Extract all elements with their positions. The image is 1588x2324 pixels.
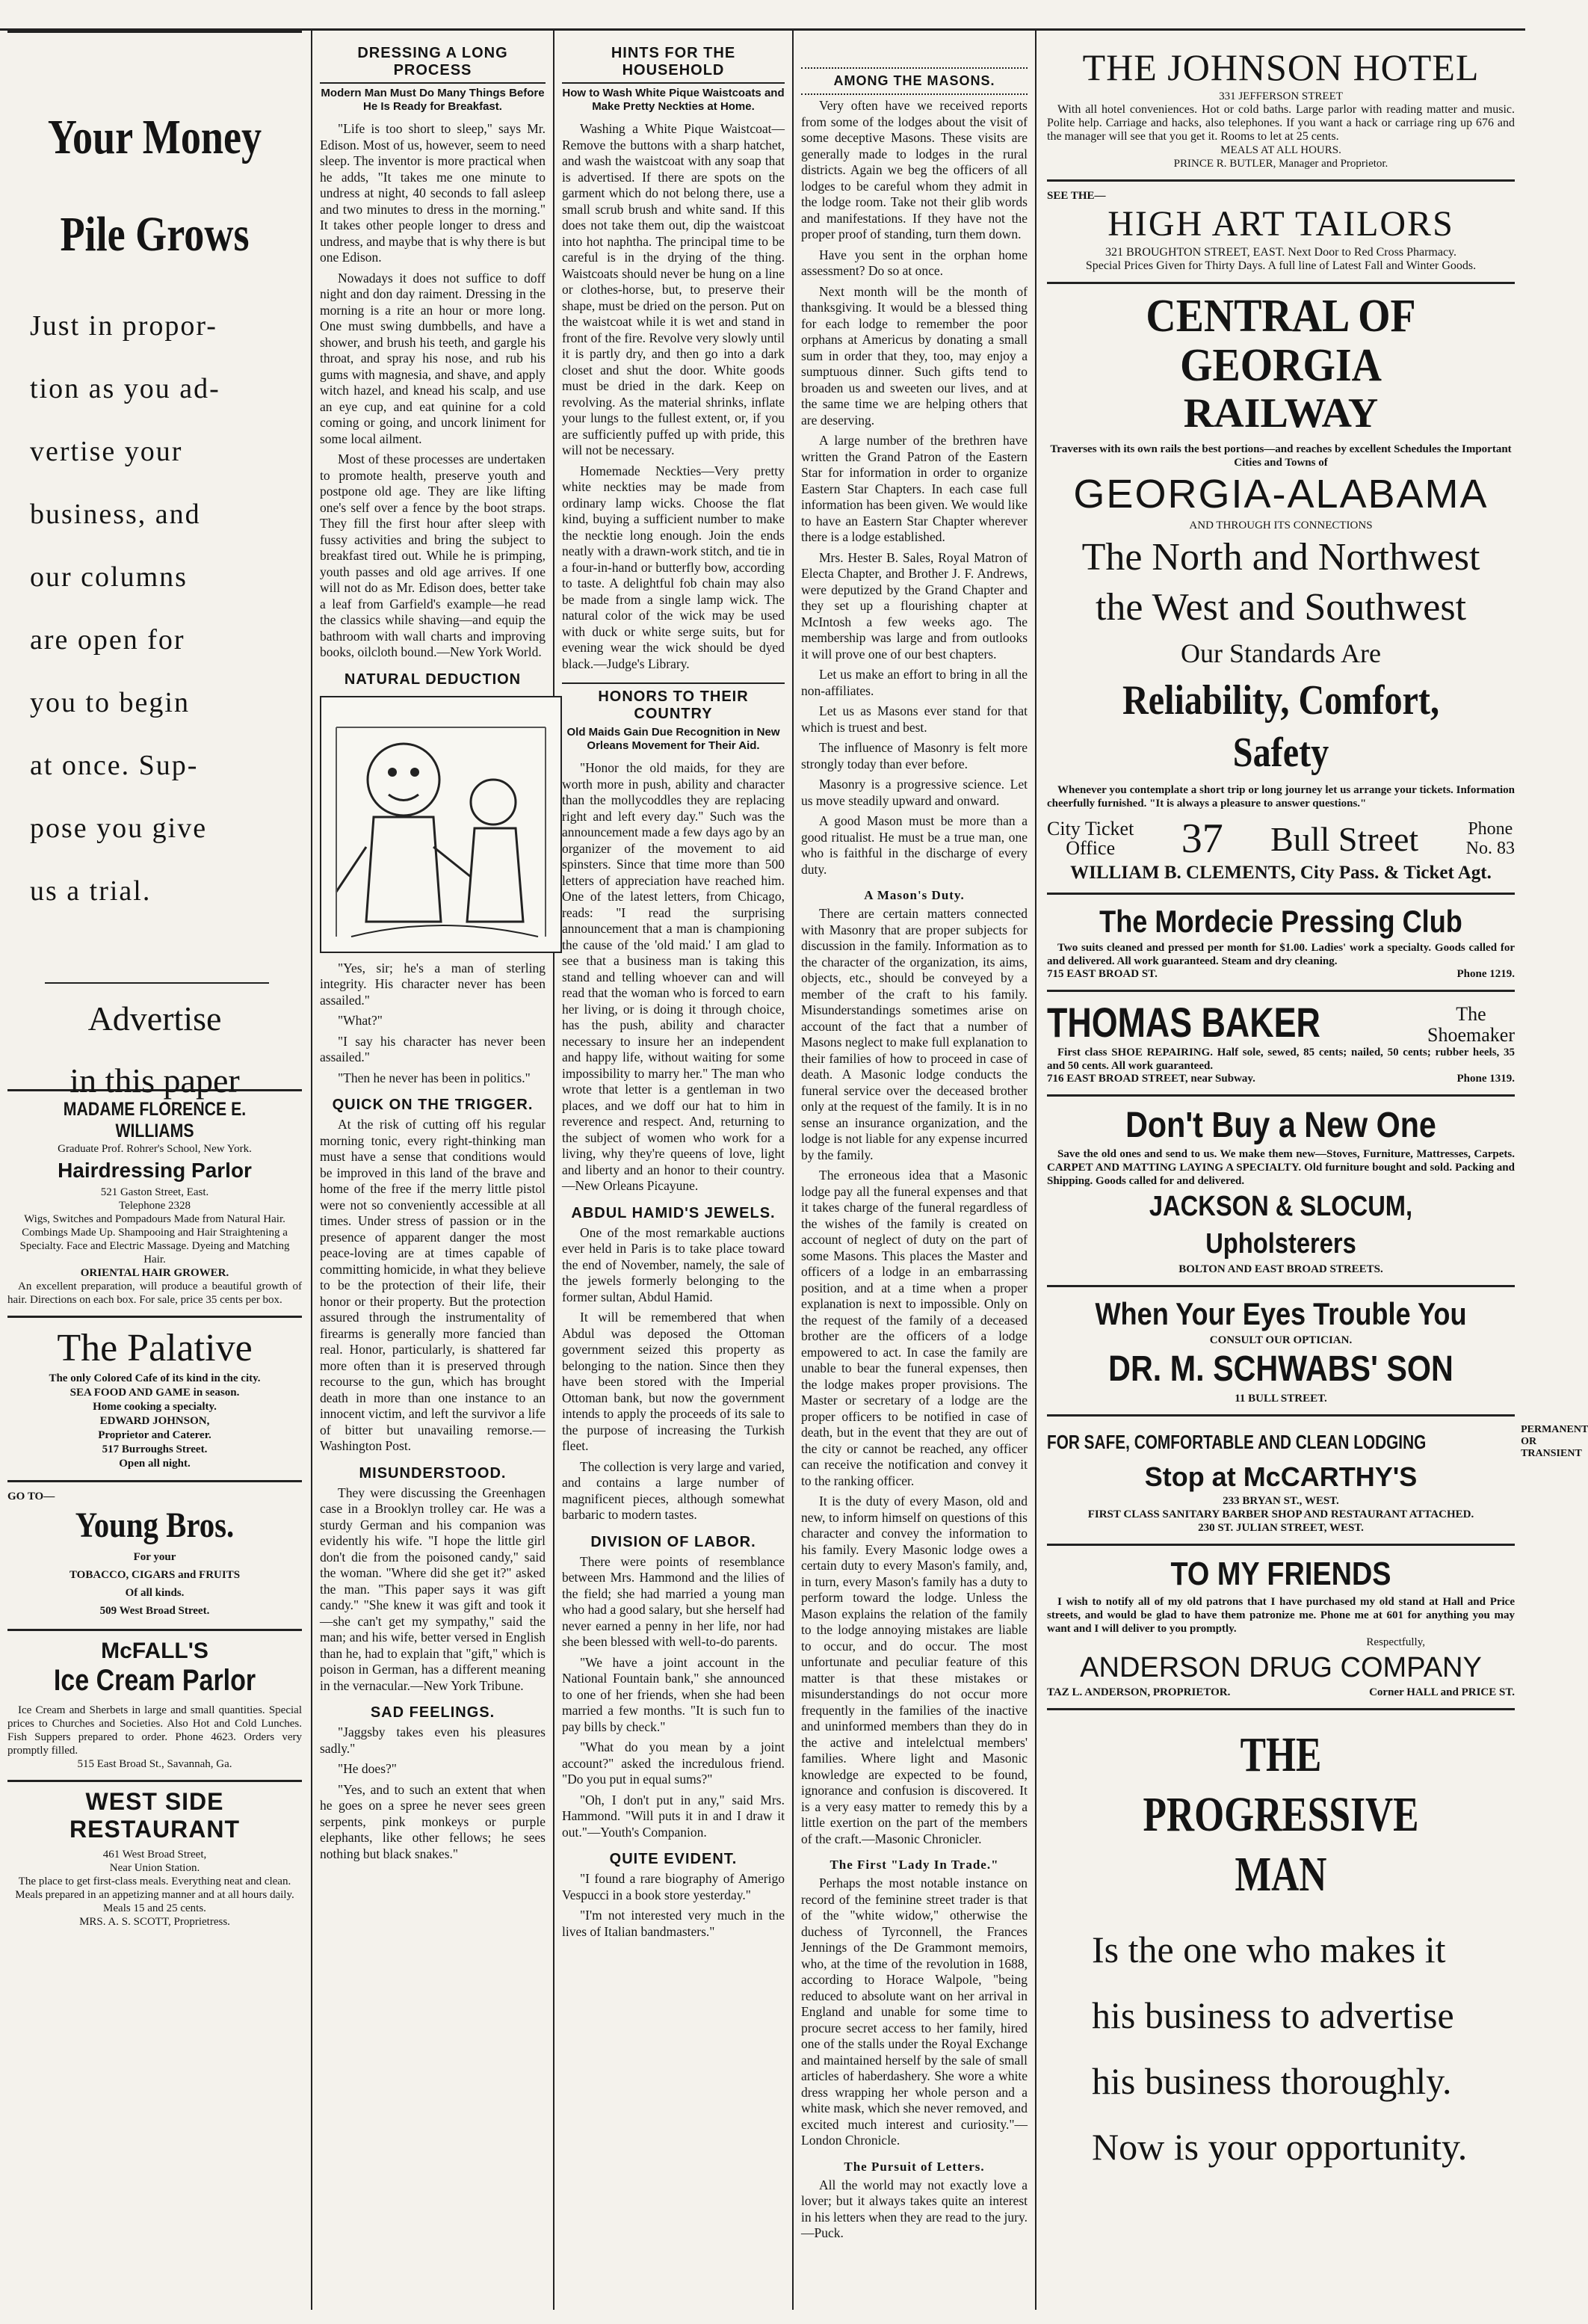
headline-division: DIVISION OF LABOR. xyxy=(590,1533,756,1550)
jackson-addr: BOLTON AND EAST BROAD STREETS. xyxy=(1178,1263,1383,1275)
promo-line: Just in propor- xyxy=(30,310,217,342)
article-paragraph: Perhaps the most notable instance on record of the feminine street trader is that of the "white widow," otherwise the duchess of Tyrconnell, the Frances Jennings of the De Grammont memoirs, who, at the time of the revolution in 1688, according to Horace Walpole, "being reduced to absolute want on her arrival in England and unable for some time to procure secret access to her family, hired one of the stalls under the Royal Exchange and maintained herself by the sale of small articles of haberdashery. She wore a white dress wrapping her whole person and a white mask, which she never removed, and excited much interest and curiosity."—London Chronicle. xyxy=(801,1875,1028,2148)
article-paragraph: The influence of Masonry is felt more strongly today than ever before. xyxy=(801,740,1028,771)
see-the: SEE THE— xyxy=(1047,190,1106,202)
article-paragraph: "I'm not interested very much in the lives of Italian bandmasters." xyxy=(562,1908,785,1939)
article-paragraph: Let us make an effort to bring in all the non-affiliates. xyxy=(801,667,1028,698)
article-evident xyxy=(562,1871,785,1940)
baker-footer xyxy=(1047,1073,1515,1085)
article-paragraph: The collection is very large and varied, and contains a large number of magnificent pieces, although somewhat barbaric to modern tastes. xyxy=(562,1458,785,1522)
central-georgia-ad xyxy=(1047,284,1515,895)
article-paragraph: "What do you mean by a joint account?" asked the incredulous friend. "Do you put in equal sums?" xyxy=(562,1739,785,1787)
mccarthy-ad xyxy=(1047,1417,1588,1546)
cg-phone xyxy=(1466,819,1515,858)
williams-sub: Graduate Prof. Rohrer's School, New York. xyxy=(58,1143,252,1155)
article-paragraph: "Yes, and to such an extent that when he goes on a spree he never sees green serpents, pink monkeys or purple elephants, like other fellows; he sees nothing but black snakes." xyxy=(320,1781,546,1861)
article-paragraph: "What?" xyxy=(338,1013,383,1028)
cg-reliability: Reliability, Comfort, Safety xyxy=(1122,677,1440,776)
dontbuy-title: Don't Buy a New One xyxy=(1125,1106,1436,1145)
article-paragraph: At the risk of cutting off his regular morning tonic, every right-thinking man must have a sense that conditions would be improved in this land of the brave and home of the free if the merry little pistol were not so conveniently accessible at all times. Under stress of passion or in the presence of apparent danger the most peace-loving are at times capable of committing homicide, in what they believe to be the protection of their life, their honor or their property. But the protection assured through the instrumentality of firearms is generally more fancied than real. Honor, particularly, is shattered far more often than it is preserved through recourse to the gun, which has brought death in more than one instance to an innocent victim, and left the survivor a life of bitter but unavailing remorse.—Washington Post. xyxy=(320,1117,546,1453)
mcfall-addr: 515 East Broad St., Savannah, Ga. xyxy=(77,1758,232,1770)
article-paragraph: They were discussing the Greenhagen case in a Brooklyn trolley car. He was a sturdy German and his companion was evidently his wife. "I hope the little girl don't die from the poisoned candy," said the woman. "Where did she get it?" asked the man. "This paper says it was gift candy." "She knew it was gift and took it—she can't get my sympathy," said the man; and his wife, better versed in English than he, had to explain that "gift," which is poison in German, has a different meaning in the vernacular.—New York Tribune. xyxy=(320,1485,546,1693)
advertise-promo xyxy=(7,30,302,1100)
article-paragraph: A large number of the brethren have written the Grand Patron of the Eastern Star for information in order to organize Eastern Star Chapters. In each case full information has been given. We would like to have an Eastern Star Chapter wherever there is a lodge established. xyxy=(801,433,1028,544)
tailors-special: Special Prices Given for Thirty Days. A full line of Latest Fall and Winter Goods. xyxy=(1085,259,1477,272)
mordecie-ad xyxy=(1047,895,1515,992)
promo-line: at once. Sup- xyxy=(30,750,199,781)
williams-grower: ORIENTAL HAIR GROWER. xyxy=(80,1267,229,1279)
young-line: 509 West Broad Street. xyxy=(99,1605,210,1617)
williams-addr: 521 Gaston Street, East. xyxy=(100,1186,209,1198)
column-2 xyxy=(312,30,553,2310)
palative-text xyxy=(7,1372,302,1471)
johnson-body: With all hotel conveniences. Hot or cold baths. Large parlor with reading matter and music. Polite help. Carriage and hacks, also telephones. If you want a hack or carriage ring up 676 and the manager will see that you get it. Rooms to let at 25 cents. xyxy=(1047,103,1515,143)
article-mason-duty xyxy=(801,906,1028,1847)
promo-line: us a trial. xyxy=(30,875,152,907)
promo-line: business, and xyxy=(30,499,201,530)
baker-addr: 716 EAST BROAD STREET, near Subway. xyxy=(1047,1073,1255,1085)
friends-resp: Respectfully, xyxy=(1366,1636,1425,1648)
westside-ad xyxy=(7,1782,302,1929)
prog-title: THE PROGRESSIVE MAN xyxy=(1143,1727,1419,1902)
article-paragraph: There were points of resemblance between Mrs. Hammond and the lilies of the field; she had married a young man who had a good salary, but she herself had never earned a penny in her life, nor had she been blessed with well-to-do parents. xyxy=(562,1553,785,1649)
cg-office-line-2: Office xyxy=(1066,837,1116,859)
promo-footer-1: Advertise xyxy=(87,999,222,1038)
article-paragraph: "Honor the old maids, for they are worth more in push, ability and character than the mollycoddles they are replacing right and left every day." Such was the announcement made a few days ago by an organizer of the movement to aid spinsters. Since that time more than 500 letters of appreciation have reached him. One of the latest letters, from Chicago, reads: "I read the surprising announcement that a man is championing the cause of the 'old maid.' I am glad to see that a business man is taking this stand and telling whoever can and will read that the woman who is forced to earn her living, or is doing it through choice, has the push, ability and character necessary to insure her an independent and happy life, without waiting for some impossibility to marry her." The man who wrote that letter is a gentleman in two places, and we doff our hat to him in reverence and respect. And, returning to the subject of women who work for a living, why they're queens of love, light and liberty and an honor to their country.—New Orleans Picayune. xyxy=(562,760,785,1193)
tailors-addr: 321 BROUGHTON STREET, EAST. Next Door to Red Cross Pharmacy. xyxy=(1105,246,1457,259)
article-paragraph: "He does?" xyxy=(338,1761,397,1776)
anderson-corner: Corner HALL and PRICE ST. xyxy=(1369,1686,1515,1698)
schwab-title: DR. M. SCHWABS' SON xyxy=(1108,1349,1453,1389)
mccarthy-header xyxy=(1047,1424,1588,1460)
anderson-footer xyxy=(1047,1686,1515,1699)
cg-phone-line-1: Phone xyxy=(1468,819,1513,839)
cg-office-line-1: City Ticket xyxy=(1047,818,1134,839)
palative-line: 517 Burroughs Street. xyxy=(102,1443,208,1455)
article-sad-feelings xyxy=(320,1724,546,1862)
headline-lady-trade: The First "Lady In Trade." xyxy=(829,1858,999,1872)
article-paragraph: Nowadays it does not suffice to doff night and don day raiment. Dressing in the morning is a rite an hour or more long. One must swing dumbbells, and have a shower, and brush his teeth, and gargle his throat, and spray his nose, and rub his gums with magnesia, and shave, and apply witch hazel, and knead his scalp, and use an eye cup, and eat quinine for a cold coming or going, and uncork liniment for some local ailment. xyxy=(320,270,546,446)
westside-line: The place to get first-class meals. Everything neat and clean. Meals prepared in an appetizing manner and at all hours daily. xyxy=(15,1875,294,1901)
cg-title-2: RAILWAY xyxy=(1183,390,1379,437)
anderson-title: ANDERSON DRUG COMPANY xyxy=(1080,1652,1482,1683)
baker-body: First class SHOE REPAIRING. Half sole, sewed, 85 cents; nailed, 50 cents; rubber heels, 35 and 50 cents. All work guaranteed. xyxy=(1047,1047,1515,1072)
prog-text xyxy=(1047,1917,1515,2180)
cartoon-drawing xyxy=(321,697,560,952)
mordecie-title: The Mordecie Pressing Club xyxy=(1099,904,1462,939)
article-paragraph: "Jaggsby takes even his pleasures sadly." xyxy=(320,1724,546,1756)
johnson-meals: MEALS AT ALL HOURS. xyxy=(1220,144,1341,156)
headline-evident: QUITE EVIDENT. xyxy=(609,1851,738,1867)
baker-shoemaker-block xyxy=(1427,1004,1515,1046)
promo-line: are open for xyxy=(30,624,185,656)
article-paragraph: Next month will be the month of thanksgiving. It would be a blessed thing for each lodge to remember the poor orphans at Americus by donating a small sum in order that they, too, may enjoy a sumptuous dinner. Such gifts tend to broaden us and sweeten our lives, and at the same time we are helping others that are deserving. xyxy=(801,283,1028,428)
mccarthy-addr2: 230 ST. JULIAN STREET, WEST. xyxy=(1198,1522,1364,1534)
cg-standards: Our Standards Are xyxy=(1181,638,1381,668)
article-paragraph: The erroneous idea that a Masonic lodge pay all the funeral expenses and that it takes charge of the funeral regardless of the wishes of the family is created on account of neglect of duty on the part of some Masons. This places the Master and officers of a lodge in an embarrassing position, and at a time when a proper explanation is next to impossible. Only on the request of the family of a deceased brother are the officers of a lodge empowered to act. In case the family are unable to bear the funeral expenses, then the lodge makes proper provisions. The Master or secretary of a lodge are the proper officers to be notified in case of death, but in the event that they are out of the city or cannot be reached, any officer can receive the notification and convey it to the ranking officer. xyxy=(801,1168,1028,1488)
friends-title: TO MY FRIENDS xyxy=(1170,1556,1391,1592)
headline-masons: AMONG THE MASONS. xyxy=(801,67,1028,95)
baker-header xyxy=(1047,999,1515,1046)
young-line: Of all kinds. xyxy=(125,1587,185,1599)
palative-line: Home cooking a specialty. xyxy=(93,1401,217,1413)
baker-shoemaker: Shoemaker xyxy=(1427,1024,1515,1046)
baker-title: THOMAS BAKER xyxy=(1047,999,1320,1046)
prog-line: his business to advertise xyxy=(1092,1994,1454,2036)
tailors-ad xyxy=(1047,182,1515,284)
subhead-household: How to Wash White Pique Waistcoats and Make Pretty Neckties at Home. xyxy=(562,87,785,113)
palative-line: The only Colored Cafe of its kind in the city. xyxy=(49,1372,261,1384)
article-paragraph: Let us as Masons ever stand for that which is truest and best. xyxy=(801,703,1028,735)
prog-line: Now is your opportunity. xyxy=(1092,2126,1468,2168)
young-text xyxy=(7,1548,302,1620)
article-paragraph: Mrs. Hester B. Sales, Royal Matron of Electa Chapter, and Brother J. F. Andrews, were deputized by the Grand Chapter and they set up a flourishing chapter at McIntosh a few weeks ago. The membership was large and from outlooks it will prove one of our best chapters. xyxy=(801,549,1028,662)
headline-mason-duty: A Mason's Duty. xyxy=(864,888,965,902)
westside-title-1: WEST SIDE xyxy=(85,1788,224,1815)
promo-line: you to begin xyxy=(30,687,190,718)
go-to: GO TO— xyxy=(7,1491,55,1502)
article-paragraph: "I say his character has never been assailed." xyxy=(320,1033,546,1064)
mordecie-footer xyxy=(1047,968,1515,981)
palative-line: EDWARD JOHNSON, xyxy=(99,1415,210,1427)
mccarthy-stop: Stop at McCARTHY'S xyxy=(1144,1461,1418,1492)
headline-trigger: QUICK ON THE TRIGGER. xyxy=(332,1097,534,1113)
promo-divider xyxy=(45,982,269,984)
cg-clements: WILLIAM B. CLEMENTS, City Pass. & Ticket Agt. xyxy=(1070,863,1492,883)
jackson-title: JACKSON & SLOCUM, Upholsterers xyxy=(1149,1191,1413,1260)
palative-line: SEA FOOD AND GAME in season. xyxy=(69,1387,240,1399)
mordecie-phone: Phone 1219. xyxy=(1456,968,1515,980)
promo-line: pose you give xyxy=(30,813,208,844)
article-paragraph: Very often have we received reports from some of the lodges about the visit of some deceptive Masons. These visits are generally made to lodges in the rural districts. Again we beg the officers of all lodges to be careful whom they admit in the lodge room. Take not their glib words and manifestations. If they have not the proper proof of standing, turn them down. xyxy=(801,98,1028,241)
cg-phone-line-2: No. 83 xyxy=(1465,839,1515,858)
promo-line: vertise your xyxy=(30,436,183,467)
dontbuy-ad xyxy=(1047,1097,1515,1287)
article-paragraph: "Life is too short to sleep," says Mr. Edison. Most of us, however, seem to need sleep. The inventor is more practical when he adds, "It takes me one minute to undress at night, 40 seconds to fall asleep and two minutes to dress in the morning." It takes other people longer to dress and undress, and maybe that is why there is but one Edison. xyxy=(320,121,546,265)
cg-through: AND THROUGH ITS CONNECTIONS xyxy=(1189,520,1373,531)
headline-sad-feelings: SAD FEELINGS. xyxy=(370,1704,495,1721)
promo-text xyxy=(7,295,302,922)
article-lady-trade xyxy=(801,1875,1028,2149)
young-title: Young Bros. xyxy=(75,1505,235,1545)
article-paragraph: It is the duty of every Mason, old and new, to inform himself on questions of this character and convey the information to his family. Every Masonic lodge owes a certain duty to every Mason's family, and, in turn, every Mason's family has a duty to perform toward the lodge. Unless the Mason explains the relation of the family to the lodge annoying mistakes are liable to occur, and do occur. The most unfortunate and peculiar feature of this matter is that these mistakes or misunderstandings do not occur more frequently in the families of the inactive and uninformed members than they do in the active and intelelctual members' families. Where light and Masonic knowledge are expected to be found, ignorance and confusion is discovered. It is a very easy matter to remedy this by a little exertion on the part of the members of the craft.—Masonic Chronicler. xyxy=(801,1494,1028,1846)
westside-text xyxy=(7,1848,302,1929)
headline-honors: HONORS TO THEIR COUNTRY xyxy=(562,682,785,723)
column-4 xyxy=(794,30,1035,2310)
promo-title-2: Pile Grows xyxy=(60,207,250,262)
cg-north-northwest: The North and Northwest xyxy=(1081,536,1480,579)
schwab-addr: 11 BULL STREET. xyxy=(1235,1393,1327,1405)
williams-tel: Telephone 2328 xyxy=(118,1200,191,1212)
masthead-strip xyxy=(0,0,1525,31)
article-honors xyxy=(562,760,785,1195)
cg-37: 37 xyxy=(1181,816,1223,862)
progressive-man-ad xyxy=(1047,1710,1515,2180)
article-paragraph: "Then he never has been in politics." xyxy=(338,1070,531,1085)
mccarthy-top: FOR SAFE, COMFORTABLE AND CLEAN LODGING xyxy=(1047,1430,1427,1453)
mccarthy-perm: PERMANENT OR TRANSIENT xyxy=(1521,1424,1588,1459)
westside-line: Meals 15 and 25 cents. xyxy=(103,1902,206,1914)
headline-household: HINTS FOR THE HOUSEHOLD xyxy=(562,45,785,84)
article-paragraph: All the world may not exactly love a lover; but it always takes quite an interest in his letters when they are read to the jury.—Puck. xyxy=(801,2177,1028,2240)
article-paragraph: "Oh, I don't put in any," said Mrs. Hammond. "Will puts it in and I draw it out."—Youth's Companion. xyxy=(562,1792,785,1840)
friends-body: I wish to notify all of my old patrons that I have purchased my old stand at Hall and Price streets, and would be glad to have them patronize me. Phone me at 601 for anything you may want and I will deliver to you promptly. xyxy=(1047,1596,1515,1635)
mordecie-body: Two suits cleaned and pressed per month for $1.00. Ladies' work a specialty. Goods called for and delivered. All work guaranteed. Steam and dry cleaning. xyxy=(1047,942,1515,967)
cg-title-1: CENTRAL OF GEORGIA xyxy=(1146,291,1416,391)
article-paragraph: Masonry is a progressive science. Let us move steadily upward and onward. xyxy=(801,777,1028,808)
cg-traverses: Traverses with its own rails the best portions—and reaches by excellent Schedules the Important Cities and Towns of xyxy=(1050,443,1512,469)
article-trigger xyxy=(320,1117,546,1455)
williams-ad xyxy=(7,1091,302,1318)
article-paragraph: There are certain matters connected with Masonry that are proper subjects for discussion in the family. Information as to the character of the organization, its aims, objects, etc., should be conveyed by a member of the craft to his family. Misunderstandings sometimes arise on account of the fact that a number of Masons neglect to make full explanation to their families of how to proceed in case of death. A Masonic lodge conducts the funeral service over the deceased brother only at the request of the family. It is in no sense an insurance organization, and the lodge is not liable for any expense incurred by the family. xyxy=(801,906,1028,1162)
article-masons xyxy=(801,98,1028,878)
prog-line: his business thoroughly. xyxy=(1092,2060,1452,2102)
johnson-prop: PRINCE R. BUTLER, Manager and Proprietor. xyxy=(1173,158,1388,170)
dontbuy-body: Save the old ones and send to us. We make them new—Stoves, Furniture, Mattresses, Carpets. CARPET AND MATTING LAYING A SPECIALTY. Old furniture bought and sold. Packing and Shipping. Goods called for and delivered. xyxy=(1047,1148,1515,1187)
article-paragraph: Have you sent in the orphan home assessment? Do so at once. xyxy=(801,247,1028,278)
westside-line: MRS. A. S. SCOTT, Proprietress. xyxy=(79,1916,230,1928)
anderson-ad xyxy=(1047,1546,1515,1710)
eyes-consult: CONSULT OUR OPTICIAN. xyxy=(1209,1334,1353,1346)
article-paragraph: Most of these processes are undertaken to promote health, preserve youth and postpone old age. They are like lifting one's self over a fence by the boot straps. They fill the first hour after sleep with fussy activities and bring the subject to breakfast tired out. While he is primping, youth passes and old age arrives. If one will not do as Mr. Edison does, better take a leaf from Garfield's example—he read the classics while shaving—and equip the bathroom with wall charts and improving books, oilcloth bound.—New York World. xyxy=(320,451,546,659)
tailors-title: HIGH ART TAILORS xyxy=(1107,204,1454,244)
prog-line: Is the one who makes it xyxy=(1092,1929,1446,1970)
article-dressing xyxy=(320,121,546,661)
eyes-title: When Your Eyes Trouble You xyxy=(1095,1296,1467,1331)
promo-line: tion as you ad- xyxy=(30,373,220,404)
headline-misunderstood: MISUNDERSTOOD. xyxy=(359,1464,507,1482)
anderson-prop: TAZ L. ANDERSON, PROPRIETOR. xyxy=(1047,1686,1231,1698)
article-paragraph: "Yes, sir; he's a man of sterling integrity. His character never has been assailed." xyxy=(320,960,546,1008)
palative-line: Open all night. xyxy=(119,1458,191,1470)
westside-line: Near Union Station. xyxy=(109,1862,200,1874)
article-paragraph: "I found a rare biography of Amerigo Vespucci in a book store yesterday." xyxy=(562,1871,785,1902)
subhead-honors: Old Maids Gain Due Recognition in New Orleans Movement for Their Aid. xyxy=(566,726,780,752)
mordecie-addr: 715 EAST BROAD ST. xyxy=(1047,968,1158,980)
article-jewels xyxy=(562,1225,785,1523)
headline-deduction: NATURAL DEDUCTION xyxy=(344,671,522,688)
johnson-hotel-ad xyxy=(1047,30,1515,182)
williams-parlor: Hairdressing Parlor xyxy=(58,1159,252,1182)
promo-title-1: Your Money xyxy=(47,110,262,164)
promo-footer-2: in this paper xyxy=(69,1061,240,1100)
cg-west-southwest: the West and Southwest xyxy=(1095,586,1467,629)
young-line: TOBACCO, CIGARS and FRUITS xyxy=(69,1569,241,1581)
westside-title-2: RESTAURANT xyxy=(69,1816,241,1843)
headline-dressing: DRESSING A LONG PROCESS xyxy=(320,45,546,84)
young-line: For your xyxy=(133,1551,176,1563)
johnson-addr: 331 JEFFERSON STREET xyxy=(1219,90,1343,102)
cg-office xyxy=(1047,819,1134,858)
williams-grower-body: An excellent preparation, will produce a beautiful growth of hair. Directions on each box. For sale, price 35 cents per box. xyxy=(7,1280,302,1306)
headline-pursuit: The Pursuit of Letters. xyxy=(844,2159,985,2174)
mcfall-title-1: McFALL'S xyxy=(101,1639,208,1663)
palative-ad xyxy=(7,1318,302,1482)
mcfall-ad xyxy=(7,1631,302,1782)
young-ad xyxy=(7,1482,302,1631)
mcfall-body: Ice Cream and Sherbets in large and small quantities. Special prices to Churches and Societies. Also Hot and Cold Lunches. Fish Suppers prepared to order. Phone 4623. Orders very promptly filled. xyxy=(7,1704,302,1757)
article-paragraph: Homemade Neckties—Very pretty white neckties may be made from ordinary lamp wicks. Choose the flat kind, buying a sufficient number to make the necktie long enough. Join the ends neatly with a drawn-work stitch, and tie in a four-in-hand or butterfly bow, according to taste. A delightful fob chain may also be made from a single lamp wick. The natural color of the wick may be used with duck or white serge suits, but for evening wear the wick should be dyed black.—Judge's Library. xyxy=(562,463,785,671)
palative-line: Proprietor and Caterer. xyxy=(98,1429,211,1441)
mccarthy-addr: 233 BRYAN ST., WEST. xyxy=(1223,1495,1339,1507)
mcfall-title-2: Ice Cream Parlor xyxy=(53,1664,256,1697)
subhead-dressing: Modern Man Must Do Many Things Before He Is Ready for Breakfast. xyxy=(321,87,545,113)
baker-ad xyxy=(1047,992,1515,1097)
article-household xyxy=(562,121,785,672)
article-paragraph: Washing a White Pique Waistcoat—Remove the buttons with a sharp hatchet, and wash the waistcoat with any soap that is advertised. If there are spots on the garment which do not belong there, use a small scrub brush and white sand. If this does not take them out, dip the waistcoat into hot naphtha. The principal time to be careful is in the drying of the thing. Waistcoats should never be hung on a line or clothes-horse, but, to preserve their shape, must be dried on the person. Put on the waistcoat while it is wet and stand in front of the fire. Revolve very slowly until it is partly dry, and then go into a dark closet and shut the door. White goods must be dried in the dark. Keep on revolving. As the material shrinks, inflate your lungs to the fullest extent, or, if you are sufficiently puffed up with pride, this will not be necessary. xyxy=(562,121,785,457)
mccarthy-barber: FIRST CLASS SANITARY BARBER SHOP AND RESTAURANT ATTACHED. xyxy=(1087,1508,1474,1520)
baker-phone: Phone 1319. xyxy=(1456,1073,1515,1085)
williams-title: MADAME FLORENCE E. WILLIAMS xyxy=(63,1099,247,1141)
article-misunderstood xyxy=(320,1485,546,1695)
johnson-title: THE JOHNSON HOTEL xyxy=(1082,46,1480,88)
cg-bull-street: Bull Street xyxy=(1270,819,1419,858)
cg-whenever: Whenever you contemplate a short trip or long journey let us arrange your tickets. Information cheerfully furnished. "It is always a pleasure to answer questions." xyxy=(1047,784,1515,810)
cg-georgia-alabama: GEORGIA-ALABAMA xyxy=(1073,472,1489,517)
baker-the: The xyxy=(1456,1003,1486,1025)
column-5 xyxy=(1036,30,1588,2310)
article-paragraph: One of the most remarkable auctions ever held in Paris is to take place toward the end of November, namely, the sale of the jewels formerly belonging to the former sultan, Abdul Hamid. xyxy=(562,1224,785,1304)
headline-jewels: ABDUL HAMID'S JEWELS. xyxy=(571,1204,776,1221)
cg-office-row xyxy=(1047,815,1515,863)
article-paragraph: "We have a joint account in the National Fountain bank," she announced to one of her friends, when she had been married a few months. "It is such fun to pay bills by check." xyxy=(562,1654,785,1734)
article-paragraph: A good Mason must be more than a good ritualist. He must be a true man, one who is faithful in the discharge of every duty. xyxy=(801,813,1028,877)
article-pursuit xyxy=(801,2177,1028,2242)
westside-line: 461 West Broad Street, xyxy=(102,1849,207,1861)
article-division xyxy=(562,1554,785,1841)
article-paragraph: It will be remembered that when Abdul was deposed the Ottoman government seized this property as belonging to the nation. Since then they have been stored with the Imperial Ottoman bank, but now the government intends to apply the proceeds of its sale to the purpose of increasing the Turkish fleet. xyxy=(562,1310,785,1453)
column-1 xyxy=(0,30,309,2310)
promo-line: our columns xyxy=(30,561,188,593)
palative-title: The Palative xyxy=(57,1327,253,1369)
article-deduction xyxy=(320,961,546,1087)
schwab-ad xyxy=(1047,1287,1515,1417)
column-3 xyxy=(554,30,792,2310)
williams-body: Wigs, Switches and Pompadours Made from Natural Hair. Combings Made Up. Shampooing and Hair Straightening a Specialty. Face and Electric Massage. Dyeing and Matching Hair. xyxy=(19,1213,290,1266)
cartoon-illustration xyxy=(320,696,562,953)
